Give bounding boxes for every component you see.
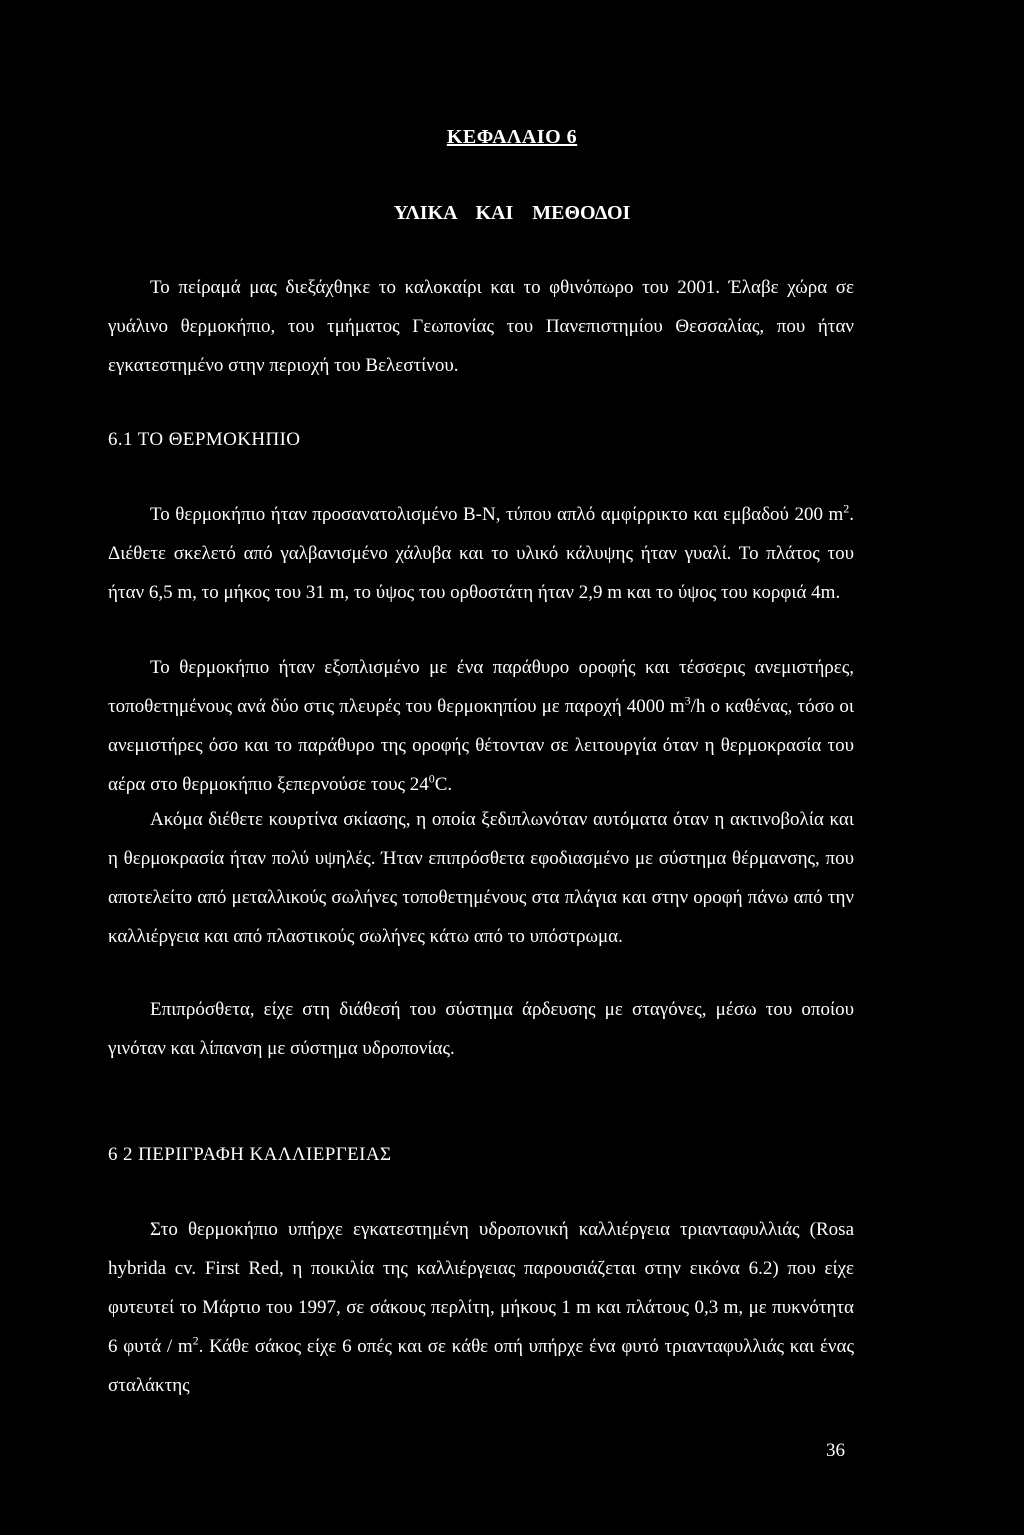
section-heading-6-2: 6 2 ΠΕΡΙΓΡΑΦΗ ΚΑΛΛΙΕΡΓΕΙΑΣ xyxy=(108,1144,392,1165)
intro-paragraph: Το πείραμά μας διεξάχθηκε το καλοκαίρι και το φθινόπωρο του 2001. Έλαβε χώρα σε γυάλινο θερμοκήπιο, του τμήματος Γεωπονίας του Πανεπιστημίου Θεσσαλίας, που ήταν εγκατεστημένο στην περιοχή του Βελεστίνου. xyxy=(108,277,854,376)
section-2-paragraph-1: Στο θερμοκήπιο υπήρχε εγκατεστημένη υδροπονική καλλιέργεια τριανταφυλλιάς (Rosa hybrida cv. First Red, η ποικιλία της καλλιέργειας παρουσιάζεται στην εικόνα 6.2) που είχε φυτευτεί το Μάρτιο του 1997, σε σάκους περλίτη, μήκους 1 m και πλάτους 0,3 m, με πυκνότητα 6 φυτά / $m^2$. Κάθε σάκος είχε 6 οπές και σε κάθε οπή υπήρχε ένα φυτό τριανταφυλλιάς και ένας σταλάκτης xyxy=(108,1219,854,1396)
section-1-paragraph-2: Το θερμοκήπιο ήταν εξοπλισμένο με ένα παράθυρο οροφής και τέσσερις ανεμιστήρες, τοποθετημένους ανά δύο στις πλευρές του θερμοκηπίου με παροχή 4000 $m^3/h$ ο καθένας, τόσο οι ανεμιστήρες όσο και το παράθυρο της οροφής θέτονταν σε λειτουργία όταν η θερμοκρασία του αέρα στο θερμοκήπιο ξεπερνούσε τους $24^0C$. xyxy=(108,657,854,795)
section-1-paragraph-3: Ακόμα διέθετε κουρτίνα σκίασης, η οποία ξεδιπλωνόταν αυτόματα όταν η ακτινοβολία και η θερμοκρασία ήταν πολύ υψηλές. Ήταν επιπρόσθετα εφοδιασμένο με σύστημα θέρμανσης, που αποτελείτο από μεταλλικούς σωλήνες τοποθετημένους στα πλάγια και στην οροφή πάνω από την καλλιέργεια και από πλαστικούς σωλήνες κάτω από το υπόστρωμα. xyxy=(108,809,854,947)
section-1-paragraph-4: Επιπρόσθετα, είχε στη διάθεσή του σύστημα άρδευσης με σταγόνες, μέσω του οποίου γινόταν και λίπανση με σύστημα υδροπονίας. xyxy=(108,999,854,1059)
section-heading-6-1: 6.1 ΤΟ ΘΕΡΜΟΚΗΠΙΟ xyxy=(108,429,301,450)
chapter-subtitle: ΥΛΙΚΑ ΚΑΙ ΜΕΘΟΔΟΙ xyxy=(393,202,631,224)
chapter-title: ΚΕΦΑΛΑΙΟ 6 xyxy=(446,126,578,148)
section-1-paragraph-1: Το θερμοκήπιο ήταν προσανατολισμένο Β-Ν, τύπου απλό αμφίρρικτο και εμβαδού 200 $m^2$. Διέθετε σκελετό από γαλβανισμένο χάλυβα και το υλικό κάλυψης ήταν γυαλί. Το πλάτος του ήταν 6,5 m, το μήκος του 31 m, το ύψος του ορθοστάτη ήταν 2,9 m και το ύψος του κορφιά 4m. xyxy=(108,501,854,603)
page-number: 36 xyxy=(826,1440,845,1461)
